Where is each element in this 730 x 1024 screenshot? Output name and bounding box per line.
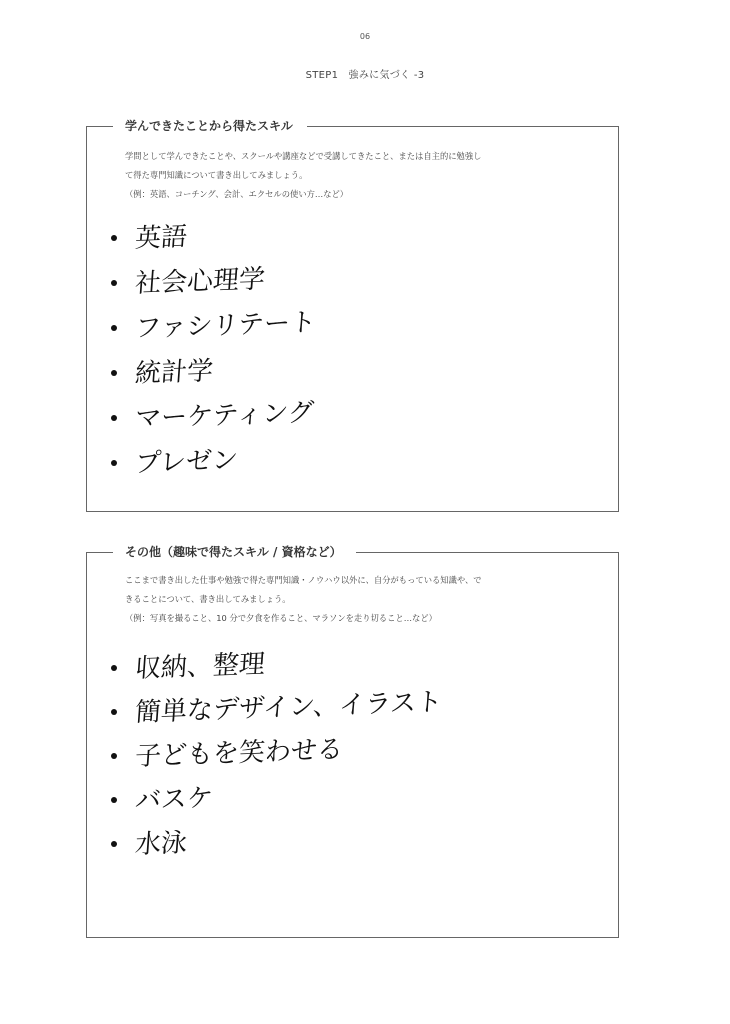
section-title: 学んできたことから得たスキル — [113, 117, 307, 135]
handwritten-list — [111, 647, 442, 867]
list-item-text: 英語 — [133, 222, 189, 255]
bullet-icon — [111, 460, 117, 466]
description-line: （例：英語、コーチング、会計、エクセルの使い方…など） — [125, 189, 349, 199]
section-description — [125, 147, 595, 204]
list-item-text: 簡単なデザイン、イラスト — [133, 687, 444, 729]
description-line: （例：写真を撮ること、10 分で夕食を作ること、マラソンを走り切ること…など） — [125, 613, 437, 623]
list-item — [111, 262, 316, 307]
other-skills-box — [86, 545, 619, 938]
section-description — [125, 571, 595, 628]
bullet-icon — [111, 370, 117, 376]
list-item-text: 水泳 — [133, 828, 189, 861]
list-item-text: 子どもを笑わせる — [133, 734, 344, 773]
page-number: 06 — [359, 32, 371, 41]
skills-from-learning-box — [86, 119, 619, 512]
description-line: 学問として学んできたことや、スクールや講座などで受講してきたこと、または自主的に勉強し — [125, 151, 482, 161]
list-item-text: 収納、整理 — [133, 649, 266, 685]
list-item — [111, 823, 442, 867]
list-item — [111, 352, 316, 397]
section-title: その他（趣味で得たスキル / 資格など） — [113, 543, 356, 561]
bullet-icon — [111, 325, 117, 331]
bullet-icon — [111, 280, 117, 286]
list-item — [111, 307, 316, 352]
list-item-text: ファシリテート — [133, 307, 317, 345]
list-item — [111, 397, 316, 442]
bullet-icon — [111, 665, 117, 671]
list-item — [111, 217, 316, 262]
bullet-icon — [111, 235, 117, 241]
bullet-icon — [111, 709, 117, 715]
step-title: STEP1 強みに気づく -3 — [305, 70, 425, 81]
list-item — [111, 442, 316, 487]
description-line: て得た専門知識について書き出してみましょう。 — [125, 170, 308, 180]
handwritten-list — [111, 217, 316, 487]
description-line: ここまで書き出した仕事や勉強で得た専門知識・ノウハウ以外に、自分がもっている知識や、で — [125, 575, 482, 585]
bullet-icon — [111, 841, 117, 847]
description-line: きることについて、書き出してみましょう。 — [125, 594, 291, 604]
list-item-text: マーケティング — [133, 397, 315, 435]
list-item — [111, 687, 444, 735]
list-item — [111, 779, 442, 823]
list-item-text: 統計学 — [133, 356, 215, 390]
list-item-text: バスケ — [133, 783, 215, 817]
list-item — [111, 735, 442, 779]
list-item-text: 社会心理学 — [133, 264, 267, 300]
bullet-icon — [111, 753, 117, 759]
list-item-text: プレゼン — [133, 445, 239, 480]
bullet-icon — [111, 415, 117, 421]
bullet-icon — [111, 797, 117, 803]
